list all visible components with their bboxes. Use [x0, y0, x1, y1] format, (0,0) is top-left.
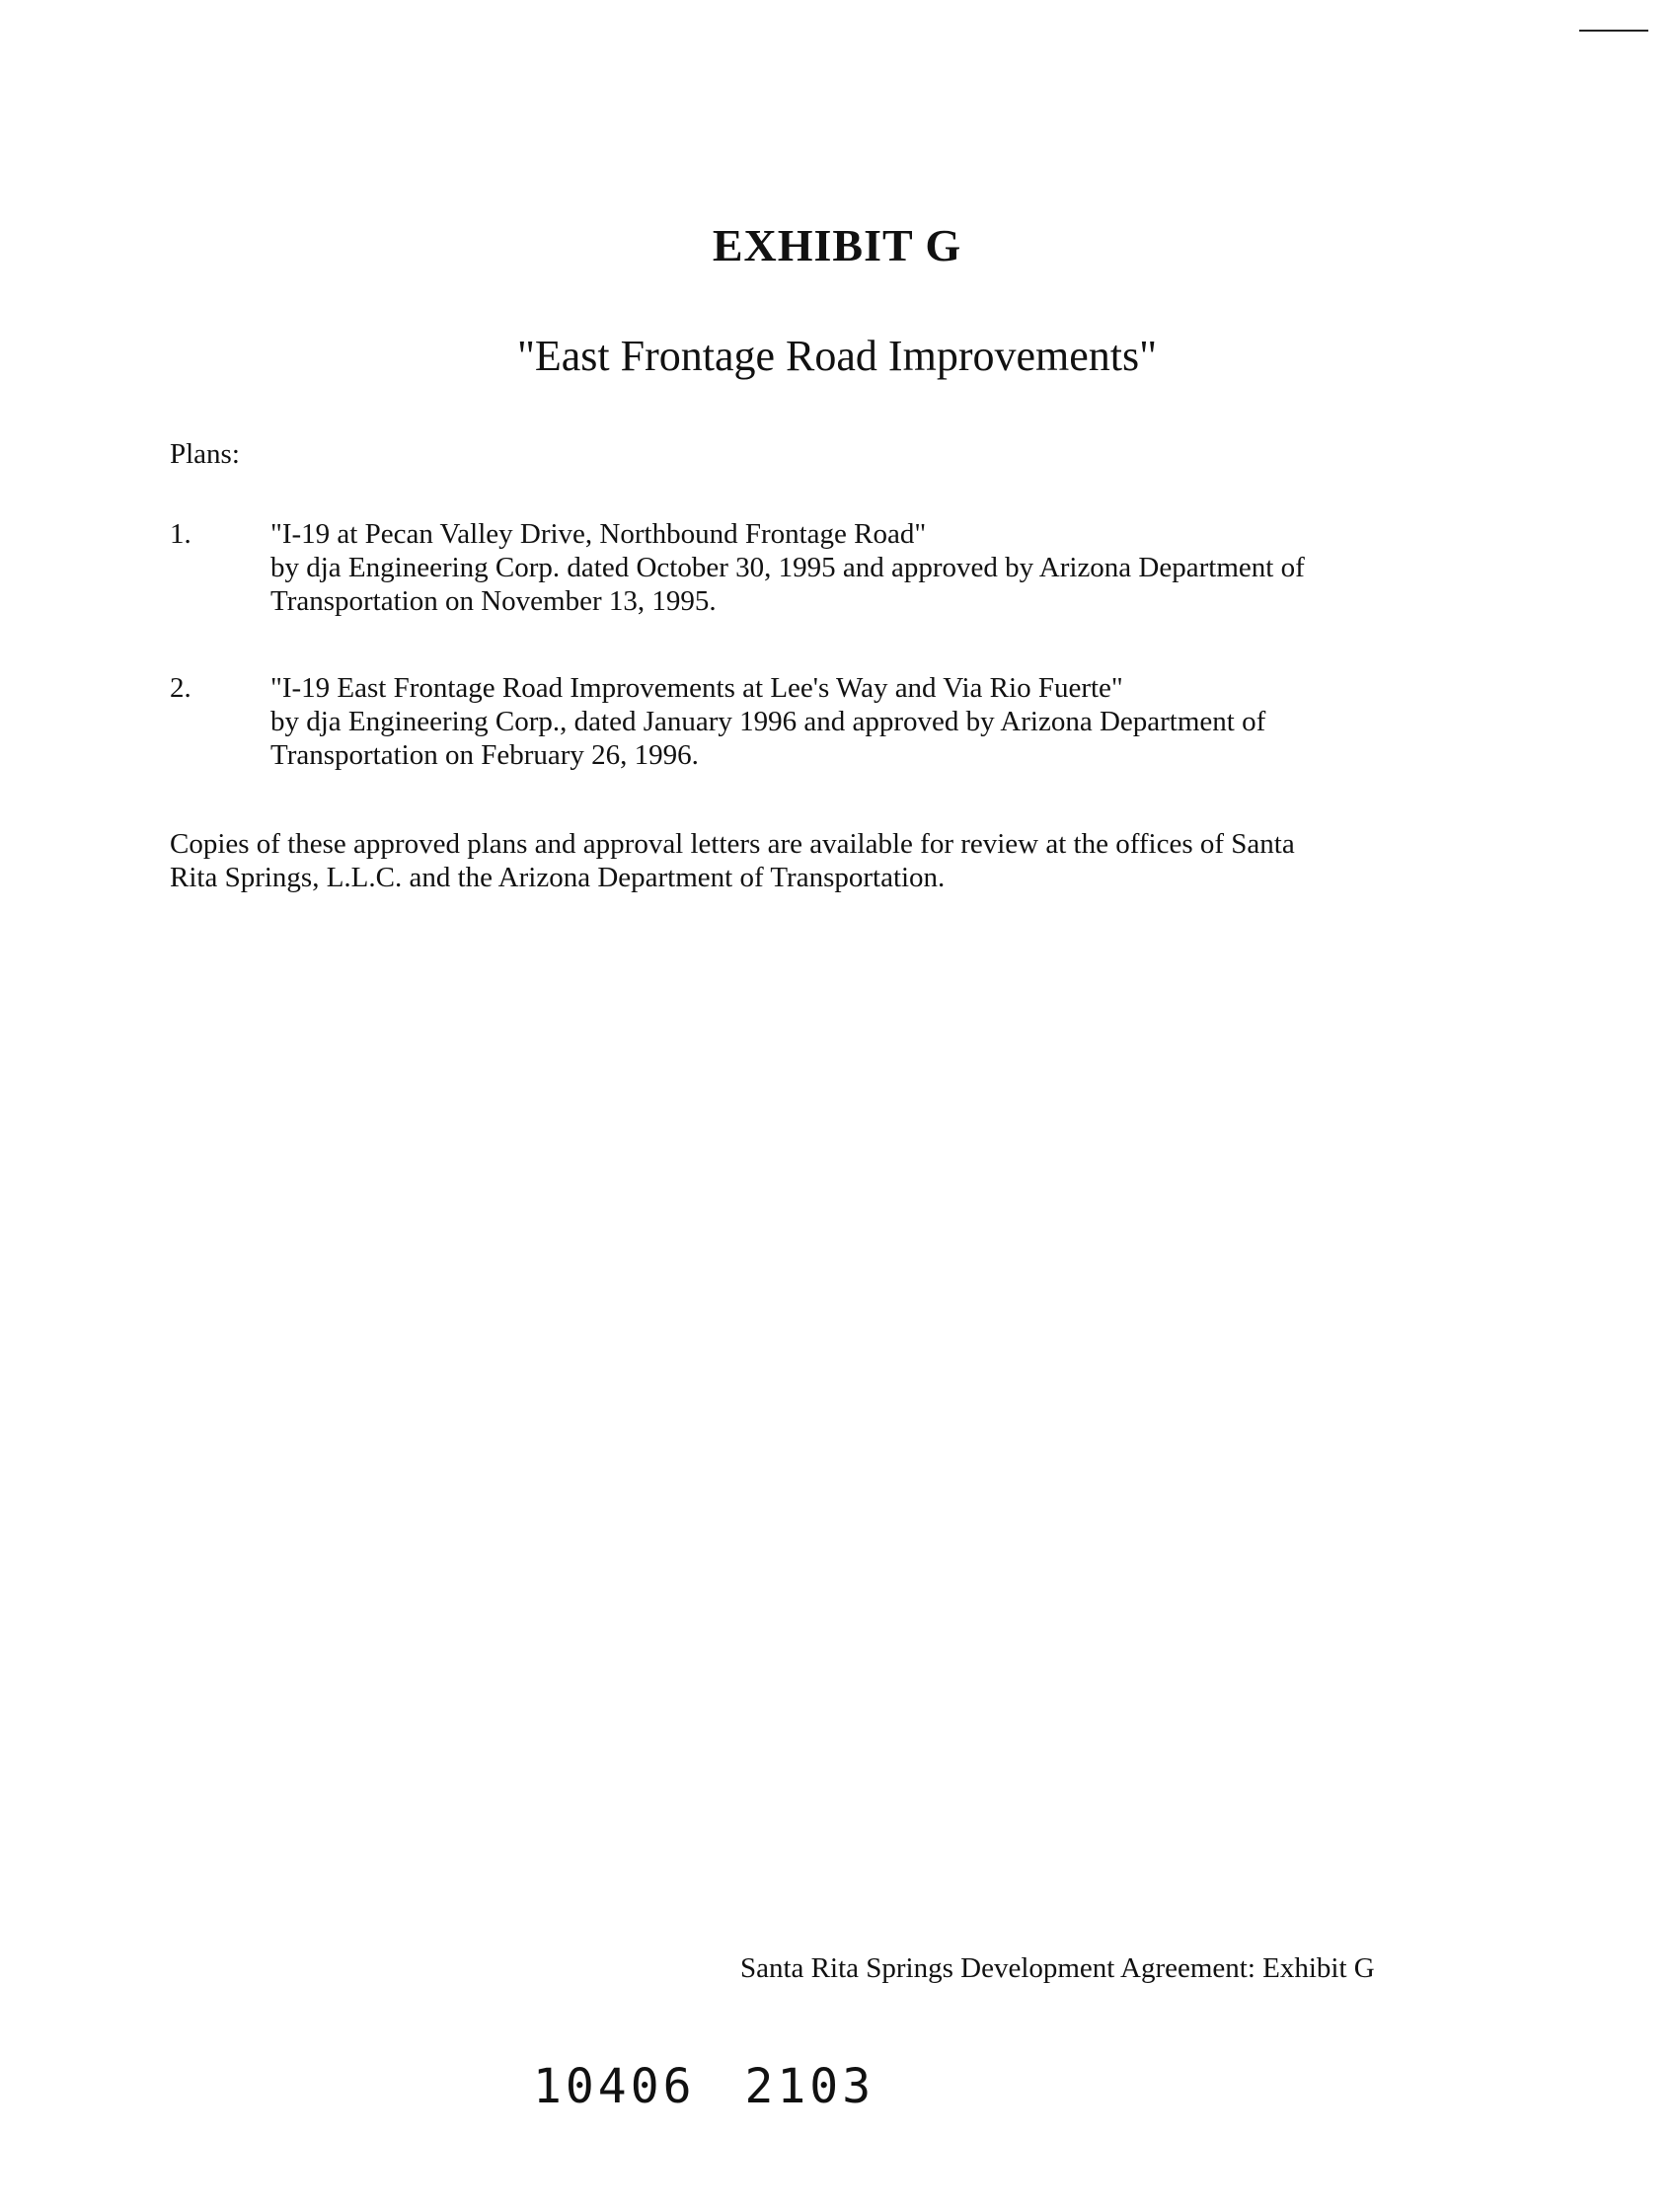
copies-line: Copies of these approved plans and approval letters are available for review at the offices of Santa — [170, 828, 1295, 860]
plan-item-line: Transportation on February 26, 1996. — [270, 739, 699, 771]
plan-item-line: Transportation on November 13, 1995. — [270, 585, 717, 617]
plan-item-body — [270, 671, 1554, 772]
plan-item-number: 1. — [170, 518, 191, 550]
plan-item-line: by dja Engineering Corp., dated January 1996 and approved by Arizona Department of — [270, 706, 1266, 737]
footer-agreement-label: Santa Rita Springs Development Agreement: Exhibit G — [740, 1952, 1375, 1984]
plan-item-title: "I-19 East Frontage Road Improvements at Lee's Way and Via Rio Fuerte" — [270, 672, 1123, 704]
plan-item-body — [270, 517, 1554, 618]
stamp-number-part: 2103 — [744, 2059, 875, 2114]
document-stamp-number — [533, 2059, 875, 2114]
exhibit-subtitle: "East Frontage Road Improvements" — [516, 332, 1158, 380]
exhibit-title: EXHIBIT G — [712, 220, 962, 270]
corner-mark — [1579, 30, 1648, 32]
copies-line: Rita Springs, L.L.C. and the Arizona Department of Transportation. — [170, 862, 946, 893]
plans-label: Plans: — [170, 438, 240, 470]
plan-item-title: "I-19 at Pecan Valley Drive, Northbound Frontage Road" — [270, 518, 927, 550]
stamp-number-part: 10406 — [533, 2059, 696, 2114]
plan-item-number: 2. — [170, 672, 191, 704]
copies-paragraph — [170, 827, 1492, 894]
plan-item-line: by dja Engineering Corp. dated October 30, 1995 and approved by Arizona Department of — [270, 552, 1305, 583]
